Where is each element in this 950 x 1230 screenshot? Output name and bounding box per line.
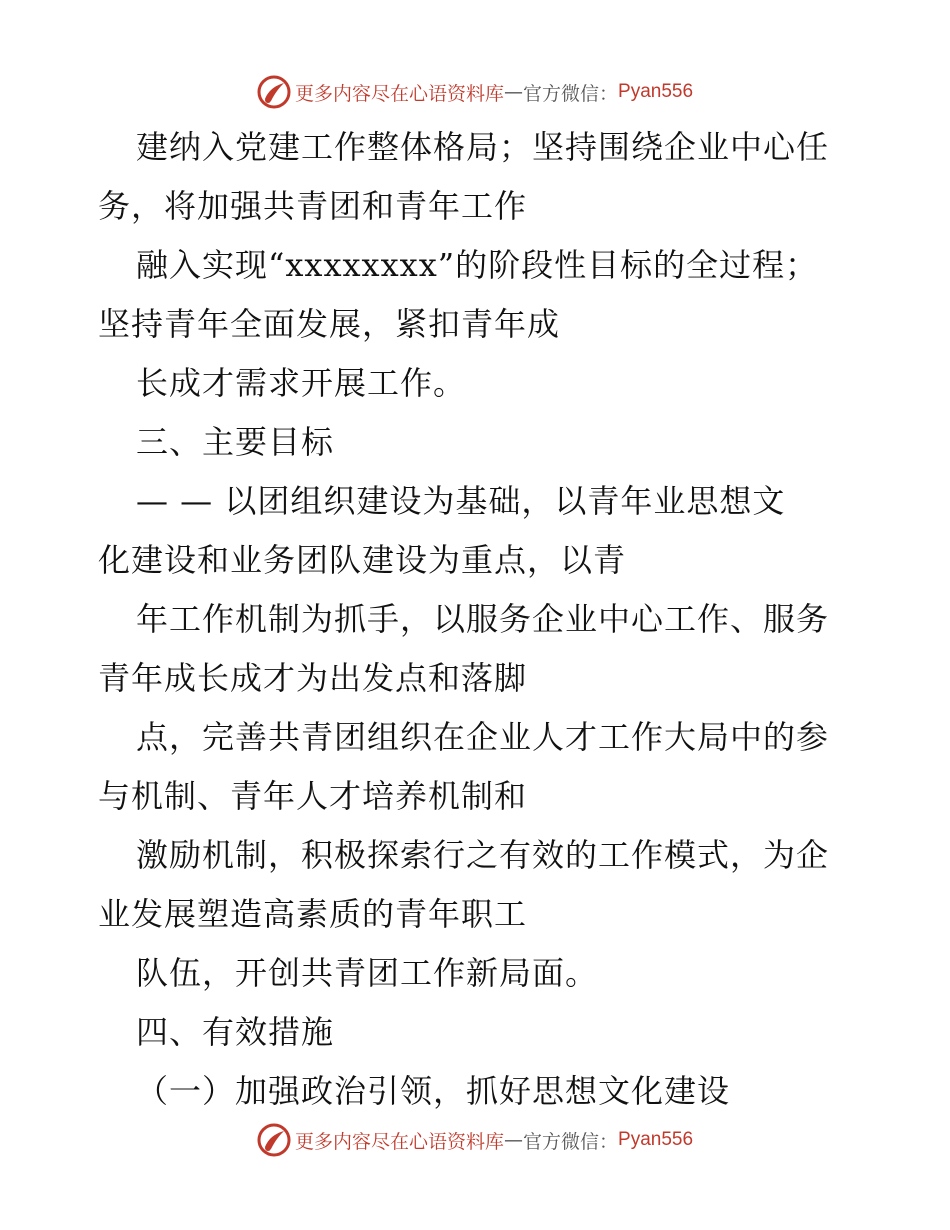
watermark-sep: ： [599,82,619,105]
text-line: 青年成长成才为出发点和落脚 [98,659,528,697]
text-line: 点，完善共青团组织在企业人才工作大局中的参 [136,718,830,756]
text-line: 建纳入党建工作整体格局；坚持围绕企业中心任 [136,128,830,166]
watermark-dash: — [503,81,523,103]
watermark-official: 官方微信 [522,82,599,105]
text-line: 化建设和业务团队建设为重点，以青 [98,541,627,579]
text-line: 与机制、青年人才培养机制和 [98,777,528,815]
text-line: — — 以团组织建设为基础，以青年业思想文 [136,482,786,520]
section-heading: 三、主要目标 [136,423,335,461]
watermark-brand: 更多内容尽在心语资料库 [294,1130,504,1153]
subsection-heading: （一）加强政治引领，抓好思想文化建设 [136,1072,731,1110]
text-line: 业发展塑造高素质的青年职工 [98,895,528,933]
watermark-official: 官方微信 [522,1130,599,1153]
text-line: 务，将加强共青团和青年工作 [98,187,528,225]
section-heading: 四、有效措施 [136,1013,335,1051]
text-line: 激励机制，积极探索行之有效的工作模式，为企 [136,836,830,874]
watermark-wechat-id: Pyan556 [618,1129,694,1150]
text-line: 融入实现“xxxxxxxx”的阶段性目标的全过程； [136,246,819,284]
brush-logo-icon [257,75,291,109]
brush-logo-icon [257,1123,291,1157]
text-line: 队伍，开创共青团工作新局面。 [136,954,599,992]
watermark-dash: — [503,1129,523,1151]
text-line: 长成才需求开展工作。 [136,364,467,402]
watermark-brand: 更多内容尽在心语资料库 [294,82,504,105]
watermark-sep: ： [599,1130,619,1153]
footer-watermark [0,1120,950,1160]
document-body [98,118,858,1121]
text-line: 年工作机制为抓手，以服务企业中心工作、服务 [136,600,830,638]
header-watermark [0,72,950,112]
text-line: 坚持青年全面发展，紧扣青年成 [98,305,561,343]
watermark-wechat-id: Pyan556 [618,81,694,102]
